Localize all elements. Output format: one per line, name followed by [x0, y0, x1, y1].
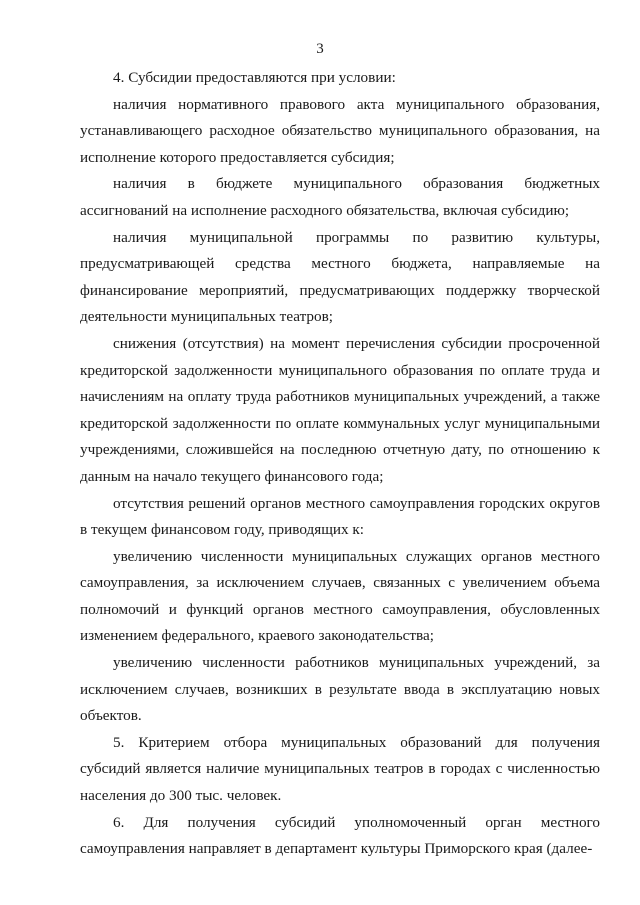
paragraph-condition-debt: снижения (отсутствия) на момент перечисления субсидии просроченной кредиторской задолженности муниципального образования по оплате труда и начислениям на оплату труда работников муниципальных учреждений, а также кредиторской задолженности по оплате коммунальных услуг муниципальными учреждениями, сложившейся на последнюю отчетную дату, по отношению к данным на начало текущего финансового года; — [80, 334, 600, 485]
document-body — [80, 65, 600, 863]
paragraph-4-heading: 4. Субсидии предоставляются при условии: — [113, 69, 396, 86]
page-number: 3 — [316, 41, 324, 57]
paragraph-5-criterion: 5. Критерием отбора муниципальных образований для получения субсидий является наличие муниципальных театров в городах с численностью населения до 300 тыс. человек. — [80, 733, 600, 805]
paragraph-6-procedure: 6. Для получения субсидий уполномоченный орган местного самоуправления направляет в департамент культуры Приморского края (далее- — [80, 813, 600, 858]
paragraph-condition-decisions: отсутствия решений органов местного самоуправления городских округов в текущем финансовом году, приводящих к: — [80, 494, 600, 539]
paragraph-condition-program: наличия муниципальной программы по развитию культуры, предусматривающей средства местного бюджета, направляемые на финансирование мероприятий, предусматривающих поддержку творческой деятельности муниципальных театров; — [80, 228, 600, 326]
paragraph-subitem-workers: увеличению численности работников муниципальных учреждений, за исключением случаев, возникших в результате ввода в эксплуатацию новых объектов. — [80, 654, 600, 725]
paragraph-condition-budget: наличия в бюджете муниципального образования бюджетных ассигнований на исполнение расходного обязательства, включая субсидию; — [80, 175, 600, 219]
paragraph-subitem-officials: увеличению численности муниципальных служащих органов местного самоуправления, за исключением случаев, связанных с увеличением объема полномочий и функций органов местного самоуправления, обусловленных изменением федерального, краевого законодательства; — [80, 547, 600, 645]
paragraph-condition-normative-act: наличия нормативного правового акта муниципального образования, устанавливающего расходное обязательство муниципального образования, на исполнение которого предоставляется субсидия; — [80, 95, 600, 166]
